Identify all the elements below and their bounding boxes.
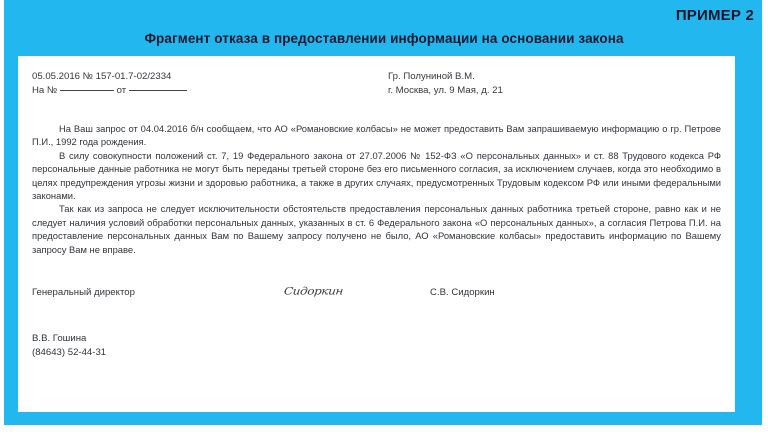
- poster-edge-right: [762, 0, 768, 434]
- example-badge: ПРИМЕР 2: [675, 7, 754, 24]
- body-paragraph-1: На Ваш запрос от 04.04.2016 б/н сообщаем, что АО «Романовские колбасы» не может предоставить Вам запрашиваемую информацию о гр. Петрове П.И., 1992 года рождения.: [32, 123, 721, 148]
- reply-reference-line: [32, 84, 388, 98]
- poster-edge-bottom: [0, 425, 768, 434]
- sender-block: [32, 70, 388, 97]
- document-number-line: 05.05.2016 № 157-01.7-02/2334: [32, 71, 172, 82]
- signature-row: [32, 286, 721, 308]
- addressee-name: Гр. Полуниной В.М.: [388, 71, 475, 82]
- body-paragraph-3: Так как из запроса не следует исключительности обстоятельств предоставления персональных данных работника третьей стороне, равно как и не следует наличия условий обработки персональных данных, указанных в ст. 6 Федерального закона «О персональных данных», а согласия Петрова П.И. на предоставление персональных данных Вам по Вашему запросу получено не было, АО «Романовские колбасы» предоставить информацию по Вашему запросу Вам не вправе.: [32, 203, 721, 255]
- reply-date-blank[interactable]: [129, 90, 187, 91]
- poster-edge-left: [0, 0, 4, 434]
- signer-name: С.В. Сидоркин: [430, 287, 495, 299]
- reply-date-label: от: [116, 84, 127, 96]
- addressee-address: г. Москва, ул. 9 Мая, д. 21: [388, 84, 503, 96]
- document-header: [32, 66, 721, 97]
- document-body: [32, 122, 721, 256]
- reply-number-blank[interactable]: [60, 90, 114, 91]
- executor-name: В.В. Гошина: [32, 333, 87, 345]
- document-footer: [32, 332, 721, 360]
- addressee-block: [388, 70, 721, 97]
- poster-title: Фрагмент отказа в предоставлении информации на основании закона: [144, 31, 624, 46]
- executor-phone: (84643) 52-44-31: [32, 347, 107, 359]
- signer-title: Генеральный директор: [32, 287, 135, 299]
- reply-number-label: На №: [32, 84, 58, 96]
- document-sheet: [18, 56, 735, 412]
- body-paragraph-2: В силу совокупности положений ст. 7, 19 Федерального закона от 27.07.2006 № 152-ФЗ «О персональных данных» и ст. 88 Трудового кодекса РФ персональные данные работника не могут быть переданы третьей стороне без его письменного согласия, за исключением случаев, когда это необходимо в целях предупреждения угрозы жизни и здоровью работника, а также в других случаях, предусмотренных Трудовым кодексом РФ или иными федеральными законами.: [32, 149, 721, 202]
- handwritten-signature: Сидоркин: [283, 285, 344, 298]
